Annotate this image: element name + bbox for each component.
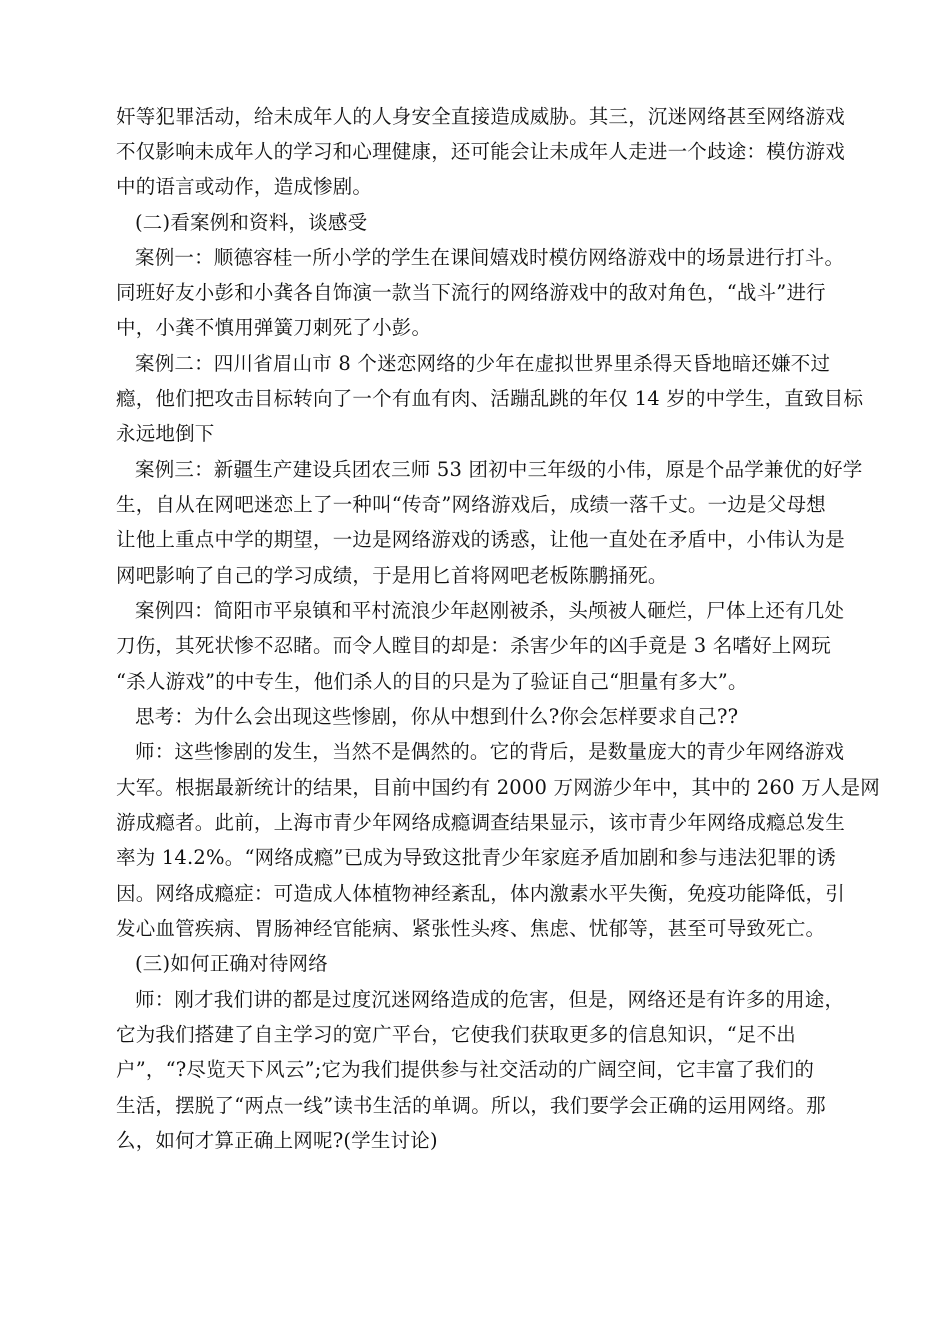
text-line: 中，小龚不慎用弹簧刀刺死了小彭。 [116,316,432,339]
text-line: “杀人游戏”的中专生，他们杀人的目的只是为了验证自己“胆量有多大”。 [116,670,748,693]
text-line: 率为 14.2%。“网络成瘾”已成为导致这批青少年家庭矛盾加剧和参与违法犯罪的诱 [116,846,837,869]
text-line: 游成瘾者。此前，上海市青少年网络成瘾调查结果显示，该市青少年网络成瘾总发生 [116,811,845,834]
text-line: 生，自从在网吧迷恋上了一种叫“传奇”网络游戏后，成绩一落千丈。一边是父母想 [116,493,826,516]
text-line: 中的语言或动作，造成惨剧。 [116,175,373,198]
text-line: 案例三：新疆生产建设兵团农三师 53 团初中三年级的小伟，原是个品学兼优的好学 [135,458,863,481]
text-line: 网吧影响了自己的学习成绩，于是用匕首将网吧老板陈鹏捅死。 [116,564,668,587]
text-line: 因。网络成瘾症：可造成人体植物神经紊乱，体内激素水平失衡，免疫功能降低，引 [116,882,845,905]
text-line: 它为我们搭建了自主学习的宽广平台，它使我们获取更多的信息知识，“足不出 [116,1023,796,1046]
text-line: 刀伤，其死状惨不忍睹。而令人瞠目的却是：杀害少年的凶手竟是 3 名嗜好上网玩 [116,634,831,657]
text-line: 思考：为什么会出现这些惨剧，你从中想到什么?你会怎样要求自己?? [135,705,739,728]
text-line: 发心血管疾病、胃肠神经官能病、紧张性头疼、焦虑、忧郁等，甚至可导致死亡。 [116,917,826,940]
text-line: 么，如何才算正确上网呢?(学生讨论) [116,1129,438,1152]
text-line: 同班好友小彭和小龚各自饰演一款当下流行的网络游戏中的敌对角色，“战斗”进行 [116,281,826,304]
text-line: 师：这些惨剧的发生，当然不是偶然的。它的背后，是数量庞大的青少年网络游戏 [135,740,845,763]
text-line: 让他上重点中学的期望，一边是网络游戏的诱惑，让他一直处在矛盾中，小伟认为是 [116,528,845,551]
text-line: 奸等犯罪活动，给未成年人的人身安全直接造成威胁。其三，沉迷网络甚至网络游戏 [116,105,845,128]
section-heading: (二)看案例和资料，谈感受 [135,211,368,234]
text-line: 永远地倒下 [116,422,215,445]
text-line: 生活，摆脱了“两点一线”读书生活的单调。所以，我们要学会正确的运用网络。那 [116,1094,826,1117]
section-heading: (三)如何正确对待网络 [135,952,328,975]
text-line: 户”，“?尽览天下风云”;它为我们提供参与社交活动的广阔空间，它丰富了我们的 [116,1058,815,1081]
text-line: 案例四：简阳市平泉镇和平村流浪少年赵刚被杀，头颅被人砸烂，尸体上还有几处 [135,599,845,622]
text-line: 案例一：顺德容桂一所小学的学生在课间嬉戏时模仿网络游戏中的场景进行打斗。 [135,246,845,269]
text-line: 师：刚才我们讲的都是过度沉迷网络造成的危害，但是，网络还是有许多的用途， [135,988,845,1011]
text-line: 案例二：四川省眉山市 8 个迷恋网络的少年在虚拟世界里杀得天昏地暗还嫌不过 [135,352,831,375]
text-line: 不仅影响未成年人的学习和心理健康，还可能会让未成年人走进一个歧途：模仿游戏 [116,140,845,163]
text-line: 瘾，他们把攻击目标转向了一个有血有肉、活蹦乱跳的年仅 14 岁的中学生，直致目标 [116,387,864,410]
text-line: 大军。根据最新统计的结果，目前中国约有 2000 万网游少年中，其中的 260 万人是网 [116,776,880,799]
